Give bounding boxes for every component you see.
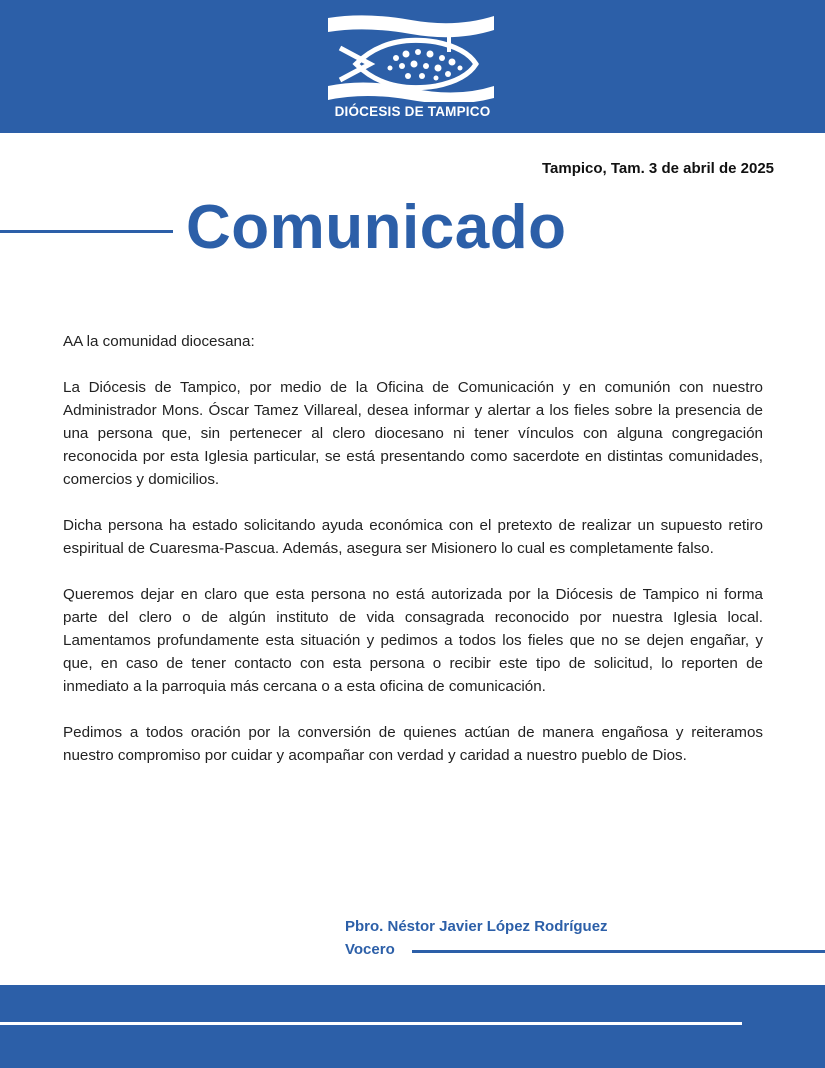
body-paragraph: La Diócesis de Tampico, por medio de la Oficina de Comunicación y en comunión con nuestro Administrador Mons. Óscar Tamez Villareal, desea informar y alertar a los fieles sobre la presencia de una persona que, sin pertenecer al clero diocesano ni tener vínculos con alguna congregación reconocida por esta Iglesia particular, se está presentando como sacerdote en distintas comunidades, comercios y domicilios. bbox=[63, 379, 763, 488]
body-paragraph: Pedimos a todos oración por la conversión de quienes actúan de manera engañosa y reiteramos nuestro compromiso por cuidar y acompañar con verdad y caridad a nuestro pueblo de Dios. bbox=[63, 724, 763, 764]
footer-divider bbox=[0, 1022, 742, 1025]
footer-banner bbox=[0, 985, 825, 1068]
date-line: Tampico, Tam. 3 de abril de 2025 bbox=[541, 160, 774, 177]
body-paragraph: Queremos dejar en claro que esta persona no está autorizada por la Diócesis de Tampico ni forma parte del clero o de algún instituto de vida consagrada reconocido por nuestra Iglesia local. Lamentamos profundamente esta situación y pedimos a todos los fieles que no se dejen engañar, y que, en caso de tener contacto con esta persona o recibir este tipo de solicitud, lo reporten de inmediato a la parroquia más cercana o a esta oficina de comunicación. bbox=[63, 586, 763, 695]
signature-divider bbox=[412, 950, 825, 953]
body-paragraph: Dicha persona ha estado solicitando ayuda económica con el pretexto de realizar un supuesto retiro espiritual de Cuaresma-Pascua. Además, asegura ser Misionero lo cual es completamente falso. bbox=[63, 517, 763, 557]
signature-name: Pbro. Néstor Javier López Rodríguez bbox=[345, 918, 608, 935]
signature-role: Vocero bbox=[345, 941, 395, 958]
organization-name: DIÓCESIS DE TAMPICO bbox=[334, 104, 491, 119]
fish-cross-logo-icon bbox=[326, 12, 496, 102]
title-divider bbox=[0, 230, 173, 233]
letter-body bbox=[63, 330, 763, 790]
greeting: AA la comunidad diocesana: bbox=[63, 333, 255, 350]
page-title: Comunicado bbox=[186, 193, 567, 262]
header-banner bbox=[0, 0, 825, 133]
